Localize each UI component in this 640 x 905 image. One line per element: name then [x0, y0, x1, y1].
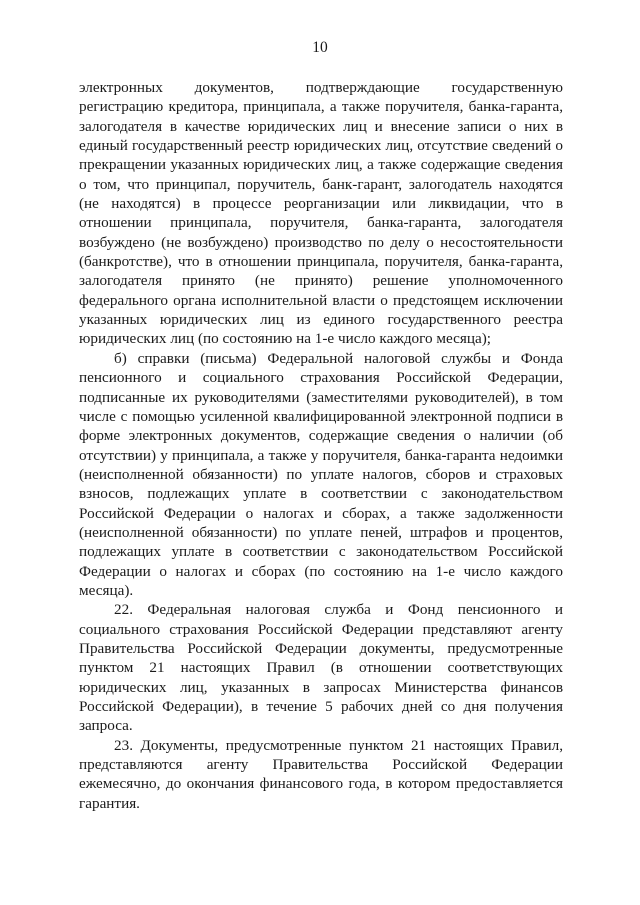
paragraph-22: 22. Федеральная налоговая служба и Фонд пенсионного и социального страхования Российской Федерации представляют агенту Правительства Российской Федерации документы, предусмотренные пунктом 21 настоящих Правил (в отношении соответствующих юридических лиц, указанных в запросах Министерства финансов Российской Федерации), в течение 5 рабочих дней со дня получения запроса.	[79, 601, 563, 735]
page-number: 10	[312, 39, 328, 56]
document-body	[79, 78, 563, 813]
paragraph-continuation: электронных документов, подтверждающие государственную регистрацию кредитора, принципала, а также поручителя, банка-гаранта, залогодателя в качестве юридических лиц и внесение записи о них в единый государственный реестр юридических лиц, отсутствие сведений о прекращении указанных юридических лиц, а также содержащие сведения о том, что принципал, поручитель, банк-гарант, залогодатель находятся (не находятся) в процессе реорганизации или ликвидации, что в отношении принципала, поручителя, банка-гаранта, залогодателя возбуждено (не возбуждено) производство по делу о несостоятельности (банкротстве), что в отношении принципала, поручителя, банка-гаранта, залогодателя принято (не принято) решение уполномоченного федерального органа исполнительной власти о предстоящем исключении указанных юридических лиц из единого государственного реестра юридических лиц (по состоянию на 1-е число каждого месяца);	[79, 79, 563, 348]
paragraph-b: б) справки (письма) Федеральной налоговой службы и Фонда пенсионного и социального страхования Российской Федерации, подписанные их руководителями (заместителями руководителей), в том числе с помощью усиленной квалифицированной электронной подписи в форме электронных документов, содержащие сведения о наличии (об отсутствии) у принципала, а также у поручителя, банка-гаранта недоимки (неисполненной обязанности) по уплате налогов, сборов и страховых взносов, подлежащих уплате в соответствии с законодательством Российской Федерации о налогах и сборах, а также задолженности (неисполненной обязанности) по уплате пеней, штрафов и процентов, подлежащих уплате в соответствии с законодательством Российской Федерации о налогах и сборах (по состоянию на 1-е число каждого месяца).	[79, 349, 563, 599]
paragraph-23: 23. Документы, предусмотренные пунктом 21 настоящих Правил, представляются агенту Правительства Российской Федерации ежемесячно, до окончания финансового года, в котором предоставляется гарантия.	[79, 736, 563, 812]
